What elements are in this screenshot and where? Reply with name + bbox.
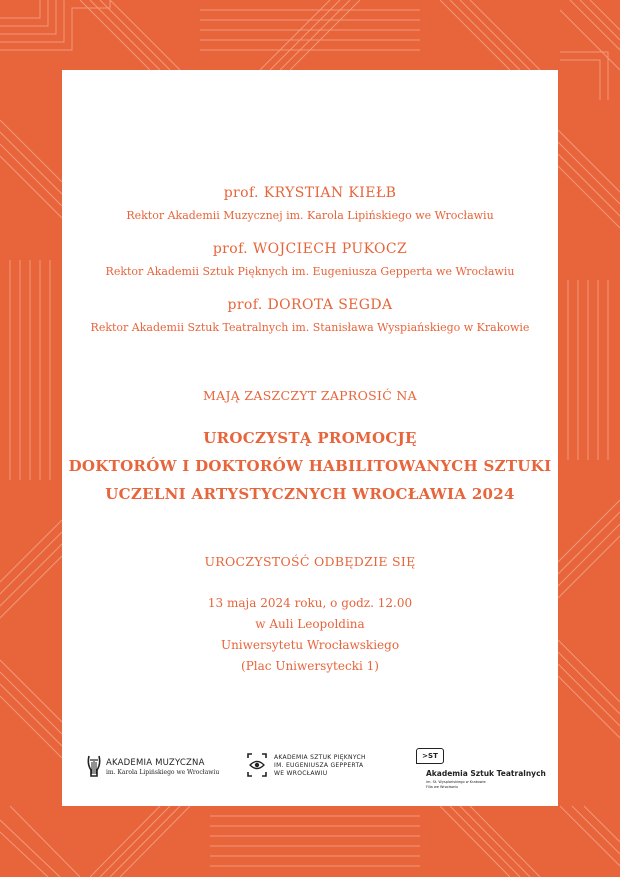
ast-mark-icon xyxy=(416,748,444,764)
host-role-1: Rektor Akademii Muzycznej im. Karola Lipińskiego we Wrocławiu xyxy=(126,209,494,222)
ast-mark-text: >ST xyxy=(422,752,438,760)
host-name-2: prof. WOJCIECH PUKOCZ xyxy=(212,241,408,257)
detail-university: Uniwersytetu Wrocławskiego xyxy=(220,638,400,652)
host-role-2: Rektor Akademii Sztuk Pięknych im. Eugeniusza Gepperta we Wrocławiu xyxy=(105,265,515,278)
theatre-logo-line-2: im. St. Wyspiańskiego w Krakowie xyxy=(426,780,486,784)
arrows-eye-icon xyxy=(246,752,268,778)
detail-date: 13 maja 2024 roku, o godz. 12.00 xyxy=(207,596,413,610)
logo-fine-arts-academy xyxy=(246,752,386,782)
host-name-3: prof. DOROTA SEGDA xyxy=(227,297,393,313)
invite-line: MAJĄ ZASZCZYT ZAPROSIĆ NA xyxy=(203,388,417,403)
invitation-card xyxy=(62,70,558,806)
lyre-icon xyxy=(86,754,102,778)
headline-line-1: UROCZYSTĄ PROMOCJĘ xyxy=(203,429,417,447)
logo-music-academy xyxy=(86,754,220,782)
host-role-3: Rektor Akademii Sztuk Teatralnych im. Stanisława Wyspiańskiego w Krakowie xyxy=(90,321,530,334)
fine-arts-logo-line-3: WE WROCŁAWIU xyxy=(274,770,328,777)
theatre-logo-line-1: Akademia Sztuk Teatralnych xyxy=(426,769,546,778)
headline-line-2: DOKTORÓW I DOKTORÓW HABILITOWANYCH SZTUKI xyxy=(68,457,552,475)
theatre-logo-line-3: Filia we Wrocławiu xyxy=(426,785,458,789)
fine-arts-logo-line-1: AKADEMIA SZTUK PIĘKNYCH xyxy=(274,754,366,761)
host-name-1: prof. KRYSTIAN KIEŁB xyxy=(223,185,397,201)
ceremony-line: UROCZYSTOŚĆ ODBĘDZIE SIĘ xyxy=(204,554,416,569)
detail-address: (Plac Uniwersytecki 1) xyxy=(241,659,379,673)
headline-line-3: UCZELNI ARTYSTYCZNYCH WROCŁAWIA 2024 xyxy=(105,485,515,503)
music-logo-line-1: AKADEMIA MUZYCZNA xyxy=(106,758,205,768)
music-logo-line-2: im. Karola Lipińskiego we Wrocławiu xyxy=(106,769,220,776)
fine-arts-logo-line-2: IM. EUGENIUSZA GEPPERTA xyxy=(274,762,364,769)
detail-hall: w Auli Leopoldina xyxy=(255,617,365,631)
logo-theatre-academy xyxy=(416,748,546,792)
